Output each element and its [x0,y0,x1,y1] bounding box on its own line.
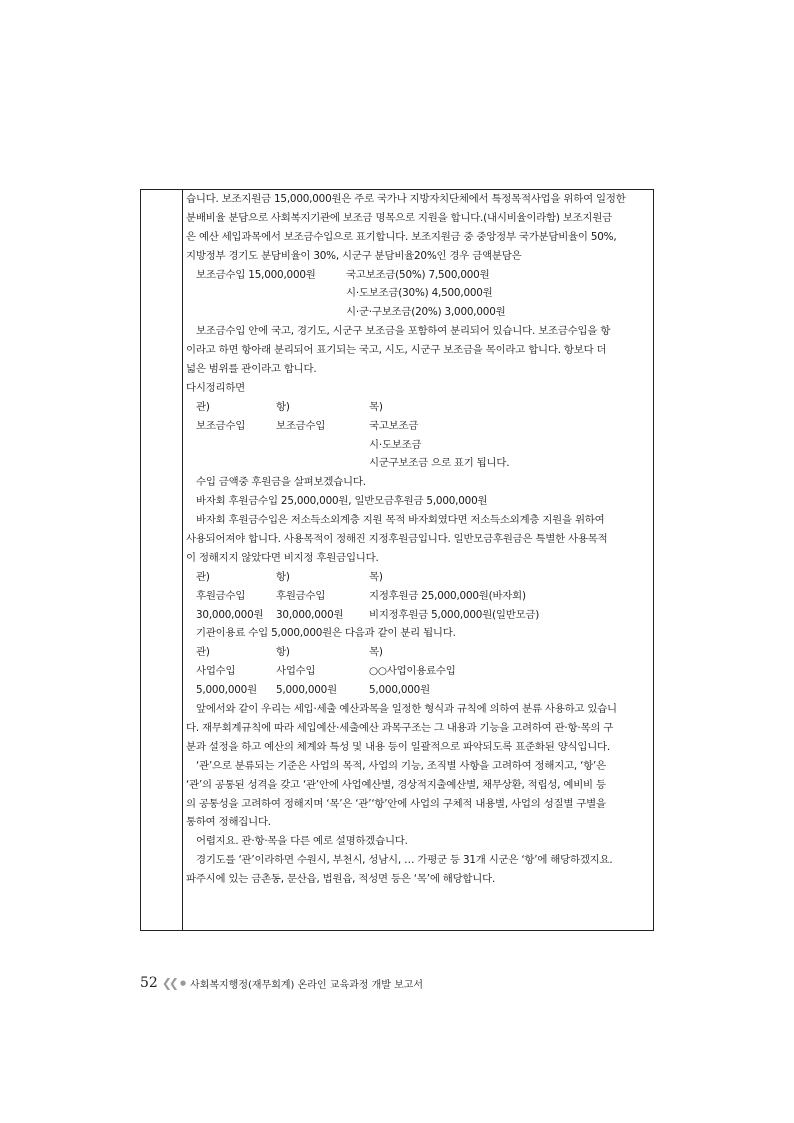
header-gwan: 관) [196,570,210,583]
table2-row [186,587,653,606]
table3-row [186,662,653,681]
subsidy-income-label: 보조금수입 15,000,000원 [196,268,316,281]
cell-hang: 5,000,000원 [276,684,337,697]
cell-mok: 5,000,000원 [369,684,430,697]
table1-row [186,417,653,436]
text-line: 경기도를 ‘관’이라하면 수원시, 부천시, 성남시, … 가평군 등 31개 시군은 ‘항’에 해당하겠지요. [196,854,613,867]
table3-row [186,681,653,700]
cell-mok: ○○사업이용료수입 [369,665,456,678]
subsidy-item: 시·군·구보조금(20%) 3,000,000원 [346,306,506,319]
text-line: 파주시에 있는 금촌동, 문산읍, 법원읍, 적성면 등은 ‘목’에 해당합니다. [186,873,496,886]
cell-hang: 후원금수입 [276,589,326,602]
text-line: 의 공통성을 고려하여 정해지며 ‘목’은 ‘관’‘항’안에 사업의 구체적 내용별, 사업의 성질별 구별을 [186,797,606,810]
cell-mok: 국고보조금 [369,419,419,432]
cell-hang: 보조금수입 [276,419,326,432]
text-line: 이 정해지지 않았다면 비지정 후원금입니다. [186,551,379,564]
header-mok: 목) [369,400,383,413]
text-line: 수입 금액중 후원금을 살펴보겠습니다. [196,476,366,489]
subsidy-row [186,303,653,322]
cell-gwan: 후원금수입 [196,589,246,602]
content-table [140,189,654,931]
subsidy-row [186,284,653,303]
table2-row [186,606,653,625]
header-hang: 항) [276,400,290,413]
text-line: 지방정부 경기도 분담비율이 30%, 시군구 분담비율20%인 경우 금액분담은 [186,249,522,262]
text-line: 분과 설정을 하고 예산의 체계와 특성 및 내용 등이 일괄적으로 파악되도록 표준화된 양식입니다. [186,740,610,753]
text-line: 바자회 후원금수입 25,000,000원, 일반모금후원금 5,000,000원 [196,495,488,508]
cell-hang: 사업수입 [276,665,316,678]
cell-mok: 지정후원금 25,000,000원(바자회) [369,589,526,602]
text-line: 어렵지요. 관·항·목을 다른 예로 설명하겠습니다. [196,835,408,848]
subsidy-row [186,266,653,285]
text-line: 기관이용료 수입 5,000,000원은 다음과 같이 분리 됩니다. [196,627,456,640]
header-hang: 항) [276,570,290,583]
text-line: 분배비율 분담으로 사회복지기관에 보조금 명목으로 지원을 합니다.(내시비율이라함) 보조지원금 [186,211,613,224]
table3-header [186,643,653,662]
text-line: 다. 재무회계규칙에 따라 세입예산·세출예산 과목구조는 그 내용과 기능을 고려하여 관·항·목의 구 [186,721,614,734]
header-gwan: 관) [196,400,210,413]
text-line: 보조금수입 안에 국고, 경기도, 시군구 보조금을 포함하여 분리되어 있습니다. 보조금수입을 항 [196,325,611,338]
text-line: 앞에서와 같이 우리는 세입·세출 예산과목을 일정한 형식과 규칙에 의하여 분류 사용하고 있습니 [196,703,617,716]
text-line: 은 예산 세입과목에서 보조금수입으로 표기합니다. 보조지원금 중 중앙정부 국가분담비율이 50%, [186,230,617,243]
text-line: 통하여 정해집니다. [186,816,271,829]
text-line: ‘관’의 공통된 성격을 갖고 ‘관’안에 사업예산별, 경상적지출예산별, 채무상환, 적립성, 예비비 등 [186,778,606,791]
header-mok: 목) [369,646,383,659]
text-line: 다시정리하면 [186,381,246,394]
double-chevron-icon: ❮❮ [161,976,176,990]
header-gwan: 관) [196,646,210,659]
text-line: ‘관’으로 분류되는 기준은 사업의 목적, 사업의 기능, 조직별 사항을 고려하여 정해지고, ‘항’은 [196,759,606,772]
cell-gwan: 5,000,000원 [196,684,257,697]
table1-row [186,436,653,455]
cell-hang: 30,000,000원 [276,608,344,621]
cell-mok: 비지정후원금 5,000,000원(일반모금) [369,608,540,621]
bullet-icon: ● [179,979,187,987]
column-divider [182,190,183,930]
cell-gwan: 30,000,000원 [196,608,264,621]
text-line: 넓은 범위를 관이라고 합니다. [186,363,317,376]
header-mok: 목) [369,570,383,583]
page-number: 52 [140,975,158,991]
cell-mok: 시군구보조금 으로 표기 됩니다. [369,457,510,470]
table2-header [186,568,653,587]
subsidy-item: 시·도보조금(30%) 4,500,000원 [346,287,493,300]
footer-title: 사회복지행정(재무회계) 온라인 교육과정 개발 보고서 [190,979,424,991]
subsidy-item: 국고보조금(50%) 7,500,000원 [346,268,490,281]
text-line: 사용되어져야 합니다. 사용목적이 정해진 지정후원금입니다. 일반모금후원금은 특별한 사용목적 [186,533,608,546]
cell-gwan: 사업수입 [196,665,236,678]
cell-mok: 시·도보조금 [369,438,422,451]
cell-gwan: 보조금수입 [196,419,246,432]
header-hang: 항) [276,646,290,659]
text-line: 이라고 하면 항아래 분리되어 표기되는 국고, 시도, 시군구 보조금을 목이라고 합니다. 항보다 더 [186,344,607,357]
table1-header [186,398,653,417]
text-line: 바자회 후원금수입은 저소득소외계층 지원 목적 바자회였다면 저소득소외계층 지원을 위하여 [196,514,605,527]
text-cell [186,190,653,889]
table1-row [186,454,653,473]
text-line: 습니다. 보조지원금 15,000,000원은 주로 국가나 지방자치단체에서 특정목적사업을 위하여 일정한 [186,193,626,205]
page-footer [140,975,423,991]
